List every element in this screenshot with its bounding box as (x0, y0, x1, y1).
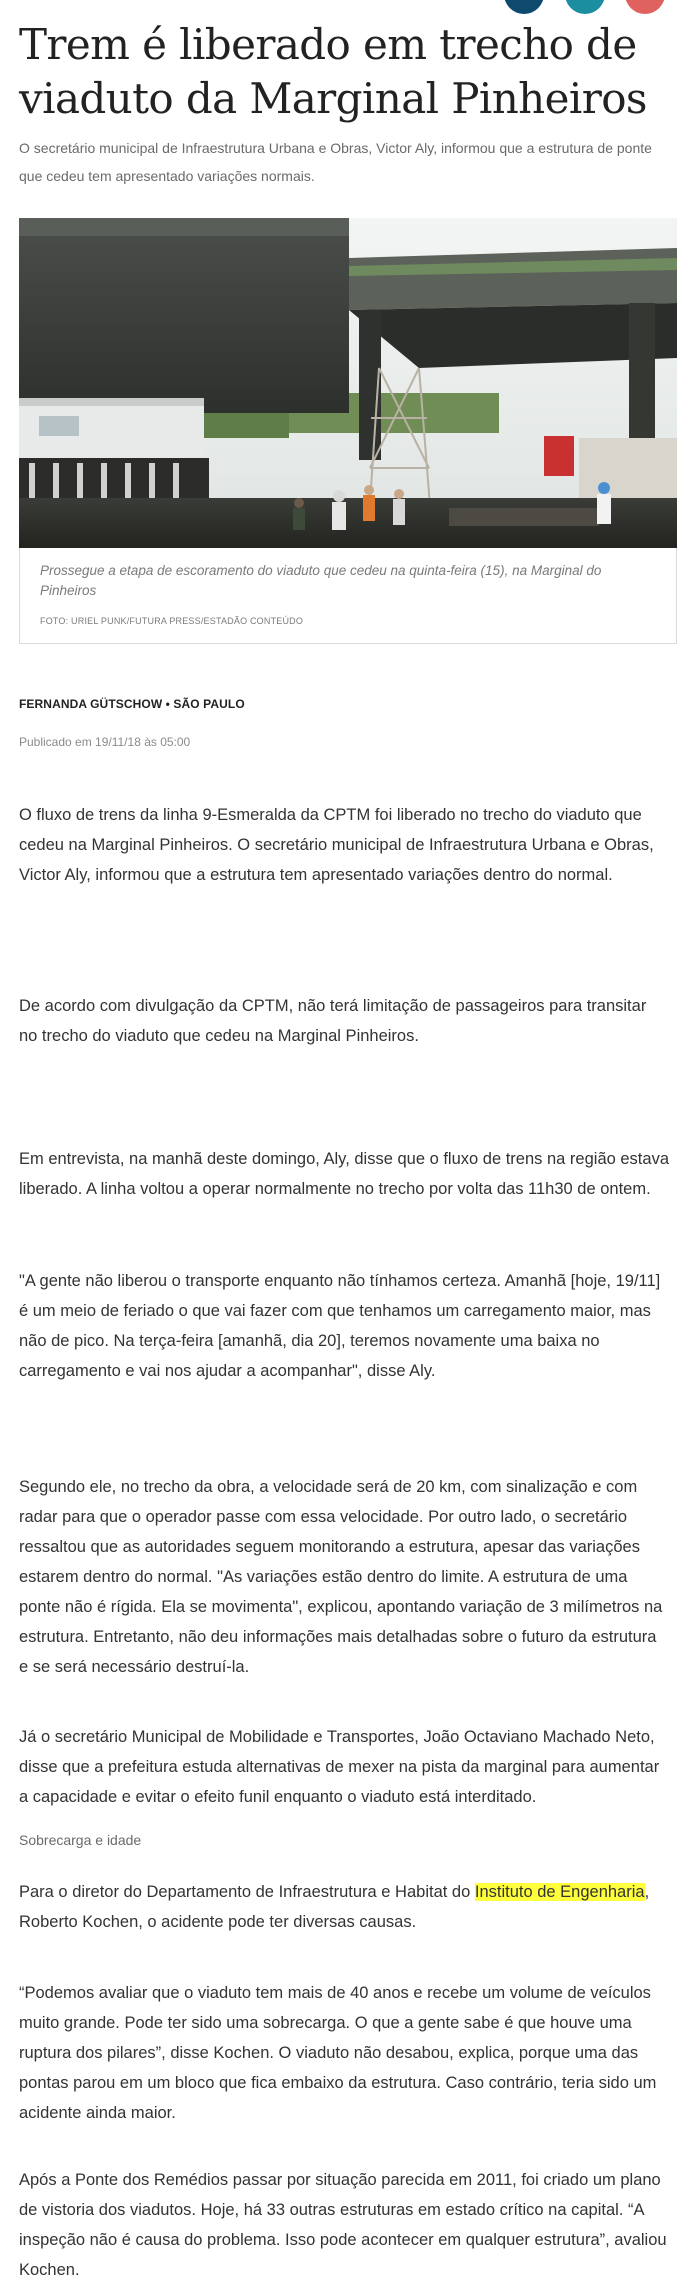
article-paragraph: De acordo com divulgação da CPTM, não terá limitação de passageiros para transitar no trecho do viaduto que cedeu na Marginal Pinheiros. (19, 997, 647, 1045)
photo-credit-prefix: FOTO: (40, 616, 72, 626)
photo-credit-value: URIEL PUNK/FUTURA PRESS/ESTADÃO CONTEÚDO (71, 616, 304, 626)
article-paragraph: “Podemos avaliar que o viaduto tem mais de 40 anos e recebe um volume de veículos muito grande. Pode ter sido uma sobrecarga. O que a gente sabe é que houve uma ruptura dos pilares”, disse Kochen. O viaduto não desabou, explica, porque uma das pontas parou em um bloco que fica embaixo da estrutura. Caso contrário, teria sido um acidente ainda maior. (19, 1984, 657, 2122)
kochen-text-before: Para o diretor do Departamento de Infraestrutura e Habitat do (19, 1883, 475, 1901)
article-paragraph: Em entrevista, na manhã deste domingo, Aly, disse que o fluxo de trens na região estava liberado. A linha voltou a operar normalmente no trecho por volta das 11h30 de ontem. (19, 1150, 669, 1198)
article-photo[interactable] (19, 218, 677, 548)
share-twitter-icon[interactable] (565, 0, 605, 14)
article-paragraph: Após a Ponte dos Remédios passar por situação parecida em 2011, foi criado um plano de vistoria dos viadutos. Hoje, há 33 outras estruturas em estado crítico na capital. “A inspeção não é causa do problema. Isso pode acontecer em qualquer estrutura”, avaliou Kochen. (19, 2171, 667, 2279)
kochen-text-after: , Roberto Kochen, o acidente pode ter diversas causas. (19, 1883, 650, 1931)
instituto-engenharia-link[interactable]: Instituto de Engenharia (474, 1883, 645, 1901)
photo-caption: Prossegue a etapa de escoramento do viaduto que cedeu na quinta-feira (15), na Marginal do Pinheiros (40, 563, 602, 598)
article-author[interactable]: FERNANDA GÜTSCHOW • SÃO PAULO (19, 697, 245, 711)
article-paragraph: O fluxo de trens da linha 9-Esmeralda da CPTM foi liberado no trecho do viaduto que cedeu na Marginal Pinheiros. O secretário municipal de Infraestrutura Urbana e Obras, Victor Aly, informou que a estrutura tem apresentado variações dentro do normal. (19, 806, 654, 884)
share-email-icon[interactable] (625, 0, 665, 14)
article-paragraph (19, 1877, 669, 1937)
share-facebook-icon[interactable] (504, 0, 544, 14)
article-paragraph: Já o secretário Municipal de Mobilidade e Transportes, João Octaviano Machado Neto, disse que a prefeitura estuda alternativas de mexer na pista da marginal para aumentar a capacidade e evitar o efeito funil enquanto o viaduto está interditado. (19, 1728, 660, 1806)
publish-date: Publicado em 19/11/18 às 05:00 (19, 735, 191, 749)
photo-credit (40, 616, 303, 626)
section-subheading: Sobrecarga e idade (19, 1832, 142, 1848)
article-figure (19, 218, 677, 644)
article-subtitle: O secretário municipal de Infraestrutura Urbana e Obras, Victor Aly, informou que a estrutura de ponte que cedeu tem apresentado variações normais. (19, 140, 652, 184)
article-paragraph: "A gente não liberou o transporte enquanto não tínhamos certeza. Amanhã [hoje, 19/11] é um meio de feriado o que vai fazer com que tenhamos um carregamento maior, mas não de pico. Na terça-feira [amanhã, dia 20], teremos novamente uma baixa no carregamento e vai nos ajudar a acompanhar", disse Aly. (19, 1272, 661, 1380)
article-title: Trem é liberado em trecho de viaduto da Marginal Pinheiros (19, 20, 647, 123)
article-paragraph: Segundo ele, no trecho da obra, a velocidade será de 20 km, com sinalização e com radar para que o operador passe com essa velocidade. Por outro lado, o secretário ressaltou que as autoridades seguem monitorando a estrutura, apesar das variações estarem dentro do normal. "As variações estão dentro do limite. A estrutura de uma ponte não é rígida. Ela se movimenta", explicou, apontando variação de 3 milímetros na estrutura. Entretanto, não deu informações mais detalhadas sobre o futuro da estrutura e se será necessário destruí-la. (19, 1478, 663, 1676)
